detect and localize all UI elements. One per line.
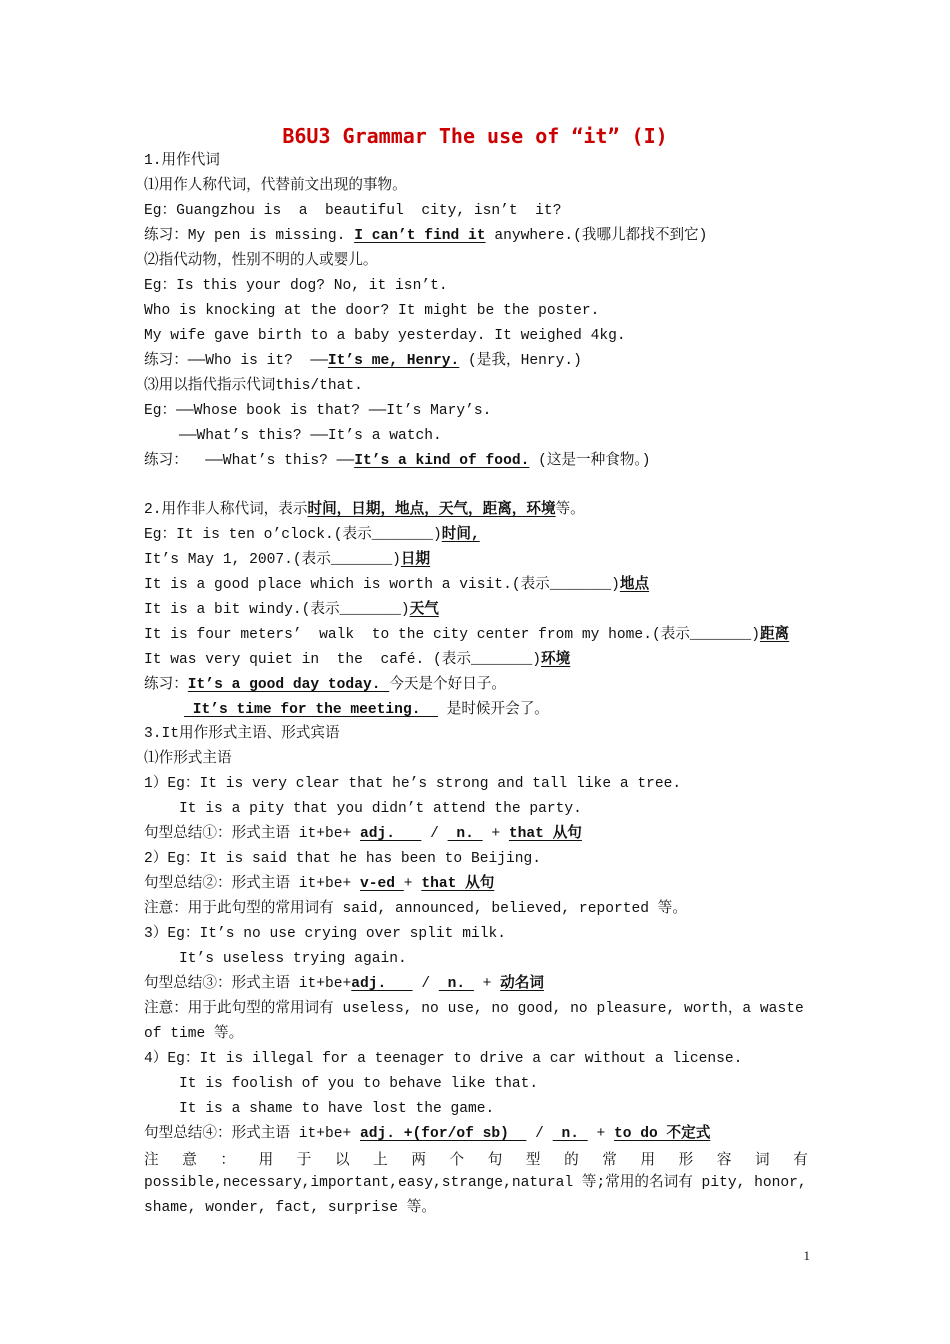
note-char: 句	[487, 1153, 503, 1169]
page-number: 1	[803, 1248, 810, 1263]
exercise-suffix: (这是一种食物。)	[529, 453, 651, 469]
summary-prefix: 句型总结③：形式主语 it+be+	[144, 976, 352, 992]
s3-example-3: 3）Eg：It’s no use crying over split milk.	[144, 926, 506, 942]
s1-example-3b: ——What’s this? ——It’s a watch.	[144, 428, 442, 444]
example-answer: 天气	[409, 602, 439, 618]
separator: /	[421, 826, 448, 842]
s3-example-4c: It is a shame to have lost the game.	[144, 1101, 495, 1117]
s3-example-4: 4）Eg：It is illegal for a teenager to drive a car without a license.	[144, 1051, 743, 1067]
note-char: 型	[525, 1153, 541, 1169]
s2-example-distance	[144, 625, 789, 645]
exercise-answer: It’s time for the meeting.	[184, 702, 438, 718]
summary-prefix: 句型总结②：形式主语 it+be+	[144, 876, 360, 892]
summary-answer-b: n.	[447, 826, 483, 842]
example-answer: 距离	[759, 627, 790, 643]
s1-point-3: ⑶用以指代指示代词this/that.	[144, 378, 363, 394]
note-char: ：	[220, 1153, 235, 1169]
summary-answer-a: adj.	[351, 976, 413, 992]
s3-note-3c: shame, wonder, fact, surprise 等。	[144, 1200, 436, 1216]
s3-example-2: 2）Eg：It is said that he has been to Beijing.	[144, 851, 542, 867]
s2-example-time	[144, 525, 480, 545]
s2-example-place	[144, 575, 649, 595]
summary-answer-c: that 从句	[508, 826, 582, 842]
separator: +	[403, 876, 422, 892]
s1-example-2c: My wife gave birth to a baby yesterday. It weighed 4kg.	[144, 328, 626, 344]
note-char: 词	[755, 1153, 770, 1169]
note-char: 用	[258, 1153, 274, 1169]
summary-answer-c: 动名词	[500, 976, 544, 992]
note-char: 意	[182, 1153, 197, 1169]
heading-suffix: 等。	[555, 502, 585, 518]
example-answer: 日期	[400, 552, 431, 568]
heading-prefix: 2.用作非人称代词，表示	[144, 502, 308, 518]
example-text: It’s May 1, 2007.(表示_______)	[144, 552, 401, 568]
s3-point-1: ⑴作形式主语	[144, 751, 232, 767]
s2-example-weather	[144, 600, 439, 620]
exercise-prefix: 练习：——Who is it? ——	[144, 353, 328, 369]
section-2-heading	[144, 500, 585, 520]
s1-example-3: Eg：——Whose book is that? ——It’s Mary’s.	[144, 403, 492, 419]
note-char: 两	[411, 1153, 426, 1169]
summary-prefix: 句型总结④：形式主语 it+be+	[144, 1126, 360, 1142]
example-answer: 环境	[541, 652, 571, 668]
example-text: It is a good place which is worth a visit.(表示_______)	[144, 577, 620, 593]
exercise-prefix: 练习： ——What’s this? ——	[144, 453, 355, 469]
s2-exercise-2	[184, 700, 549, 720]
heading-answer: 时间，日期，地点，天气，距离，环境	[307, 502, 556, 518]
separator: +	[473, 976, 501, 992]
s3-note-1: 注意：用于此句型的常用词有 said, announced, believed, reported 等。	[144, 901, 687, 917]
section-1-heading: 1.用作代词	[144, 153, 220, 169]
exercise-prefix: 练习：	[144, 677, 188, 693]
summary-answer-a: adj. +(for/of sb)	[360, 1126, 527, 1142]
s3-example-3b: It’s useless trying again.	[144, 951, 407, 967]
s3-note-2a: 注意：用于此句型的常用词有 useless, no use, no good, no pleasure, worth，a waste	[144, 1001, 804, 1017]
summary-answer-a: adj.	[360, 826, 422, 842]
note-char: 容	[716, 1153, 732, 1169]
page-title: B6U3 Grammar The use of “it” (I)	[282, 124, 668, 148]
s3-summary-2	[144, 874, 494, 894]
example-text: Eg：It is ten o’clock.(表示_______)	[144, 527, 442, 543]
example-answer: 地点	[619, 577, 650, 593]
s1-point-1: ⑴用作人称代词，代替前文出现的事物。	[144, 178, 407, 194]
note-char: 于	[296, 1153, 312, 1169]
summary-answer-a: v-ed	[360, 876, 404, 892]
exercise-prefix: 练习：My pen is missing.	[144, 228, 355, 244]
s3-summary-1	[144, 824, 582, 844]
s1-example-2b: Who is knocking at the door? It might be the poster.	[144, 303, 600, 319]
note-char: 用	[640, 1153, 656, 1169]
separator: /	[412, 976, 439, 992]
note-char: 形	[678, 1153, 694, 1169]
summary-answer-b: that 从句	[421, 876, 495, 892]
exercise-suffix: 是时候开会了。	[437, 702, 549, 718]
s3-summary-3	[144, 974, 544, 994]
s3-example-1b: It is a pity that you didn’t attend the party.	[144, 801, 582, 817]
separator: +	[587, 1126, 614, 1142]
exercise-suffix: anywhere.(我哪儿都找不到它)	[485, 228, 708, 244]
exercise-suffix: 今天是个好日子。	[389, 677, 506, 693]
s3-example-1: 1）Eg：It is very clear that he’s strong and tall like a tree.	[144, 776, 682, 792]
s1-exercise-1	[144, 226, 707, 246]
s2-exercise-1	[144, 675, 506, 695]
separator: /	[526, 1126, 553, 1142]
s3-note-3b: possible,necessary,important,easy,strange,natural 等;常用的名词有 pity, honor,	[144, 1175, 807, 1191]
example-answer: 时间,	[441, 527, 480, 543]
s3-example-4b: It is foolish of you to behave like that.	[144, 1076, 539, 1092]
s2-example-date	[144, 550, 430, 570]
exercise-answer: It’s a good day today.	[187, 677, 390, 693]
example-text: It was very quiet in the café. (表示_______)	[144, 652, 542, 668]
note-char: 个	[449, 1153, 465, 1169]
s3-summary-4	[144, 1124, 710, 1144]
exercise-answer: I can’t find it	[354, 228, 486, 244]
summary-answer-c: to do 不定式	[614, 1126, 711, 1142]
s2-example-environment	[144, 650, 570, 670]
s1-example-2: Eg：Is this your dog? No, it isn’t.	[144, 278, 448, 294]
note-char: 有	[793, 1153, 808, 1169]
summary-prefix: 句型总结①：形式主语 it+be+	[144, 826, 360, 842]
note-char: 的	[564, 1153, 579, 1169]
exercise-answer: It’s a kind of food.	[354, 453, 530, 469]
separator: +	[482, 826, 509, 842]
note-char: 注	[144, 1153, 159, 1169]
s1-exercise-2	[144, 351, 582, 371]
exercise-answer: It’s me, Henry.	[327, 353, 460, 369]
example-text: It is four meters’ walk to the city center from my home.(表示_______)	[144, 627, 760, 643]
s3-note-3a	[144, 1148, 808, 1169]
example-text: It is a bit windy.(表示_______)	[144, 602, 410, 618]
s1-exercise-3	[144, 451, 650, 471]
note-char: 常	[602, 1153, 617, 1169]
exercise-suffix: (是我，Henry.)	[459, 353, 582, 369]
summary-answer-b: n.	[552, 1126, 588, 1142]
note-char: 以	[334, 1153, 350, 1169]
s1-point-2: ⑵指代动物，性别不明的人或婴儿。	[144, 253, 378, 269]
note-char: 上	[373, 1153, 388, 1169]
s3-note-2b: of time 等。	[144, 1026, 244, 1042]
summary-answer-b: n.	[438, 976, 474, 992]
s1-example-1: Eg：Guangzhou is a beautiful city, isn’t it?	[144, 203, 562, 219]
section-3-heading: 3.It用作形式主语、形式宾语	[144, 726, 340, 742]
